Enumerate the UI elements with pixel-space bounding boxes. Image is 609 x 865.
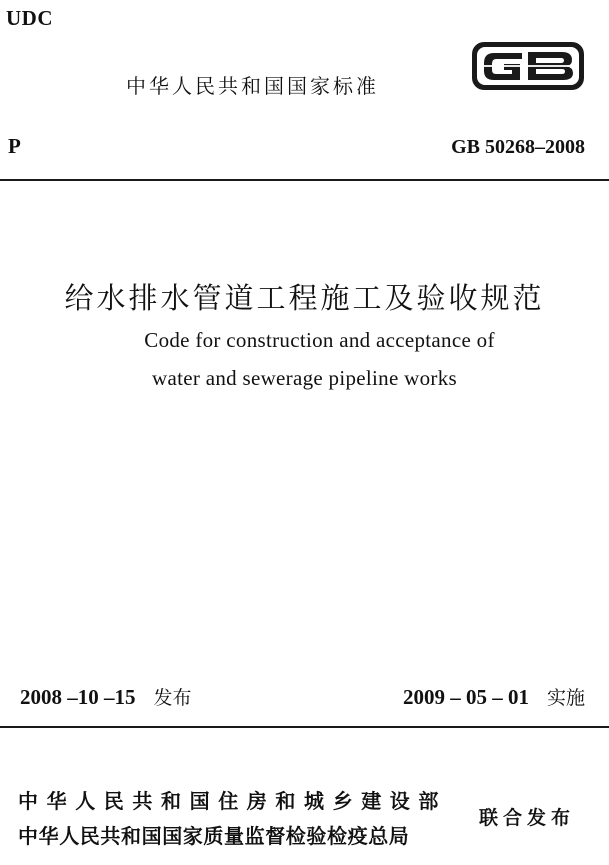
joint-issue-label: 联合发布: [479, 807, 576, 829]
implement-date-row: [403, 683, 585, 710]
standard-authority: 中华人民共和国国家标准: [126, 74, 379, 98]
gb-logo: [470, 40, 586, 92]
title-english-line1: Code for construction and acceptance of: [144, 328, 495, 352]
issuer-aqsiq: 中华人民共和国国家质量监督检验检疫总局: [18, 824, 410, 848]
top-divider: [0, 179, 609, 181]
issuer-ministry: 中华人民共和国住房和城乡建设部: [18, 789, 447, 813]
bottom-divider: [0, 726, 609, 728]
title-english-line2: water and sewerage pipeline works: [152, 366, 457, 390]
implement-label: 实施: [546, 687, 585, 709]
title-chinese: 给水排水管道工程施工及验收规范: [64, 281, 545, 315]
udc-label: UDC: [6, 6, 53, 30]
issue-date: 2008 –10 –15: [20, 685, 136, 709]
issue-date-row: [20, 683, 192, 710]
implement-date: 2009 – 05 – 01: [402, 685, 529, 709]
category-code: P: [8, 134, 21, 158]
standard-number: GB 50268–2008: [451, 136, 585, 158]
issue-label: 发布: [153, 687, 192, 709]
